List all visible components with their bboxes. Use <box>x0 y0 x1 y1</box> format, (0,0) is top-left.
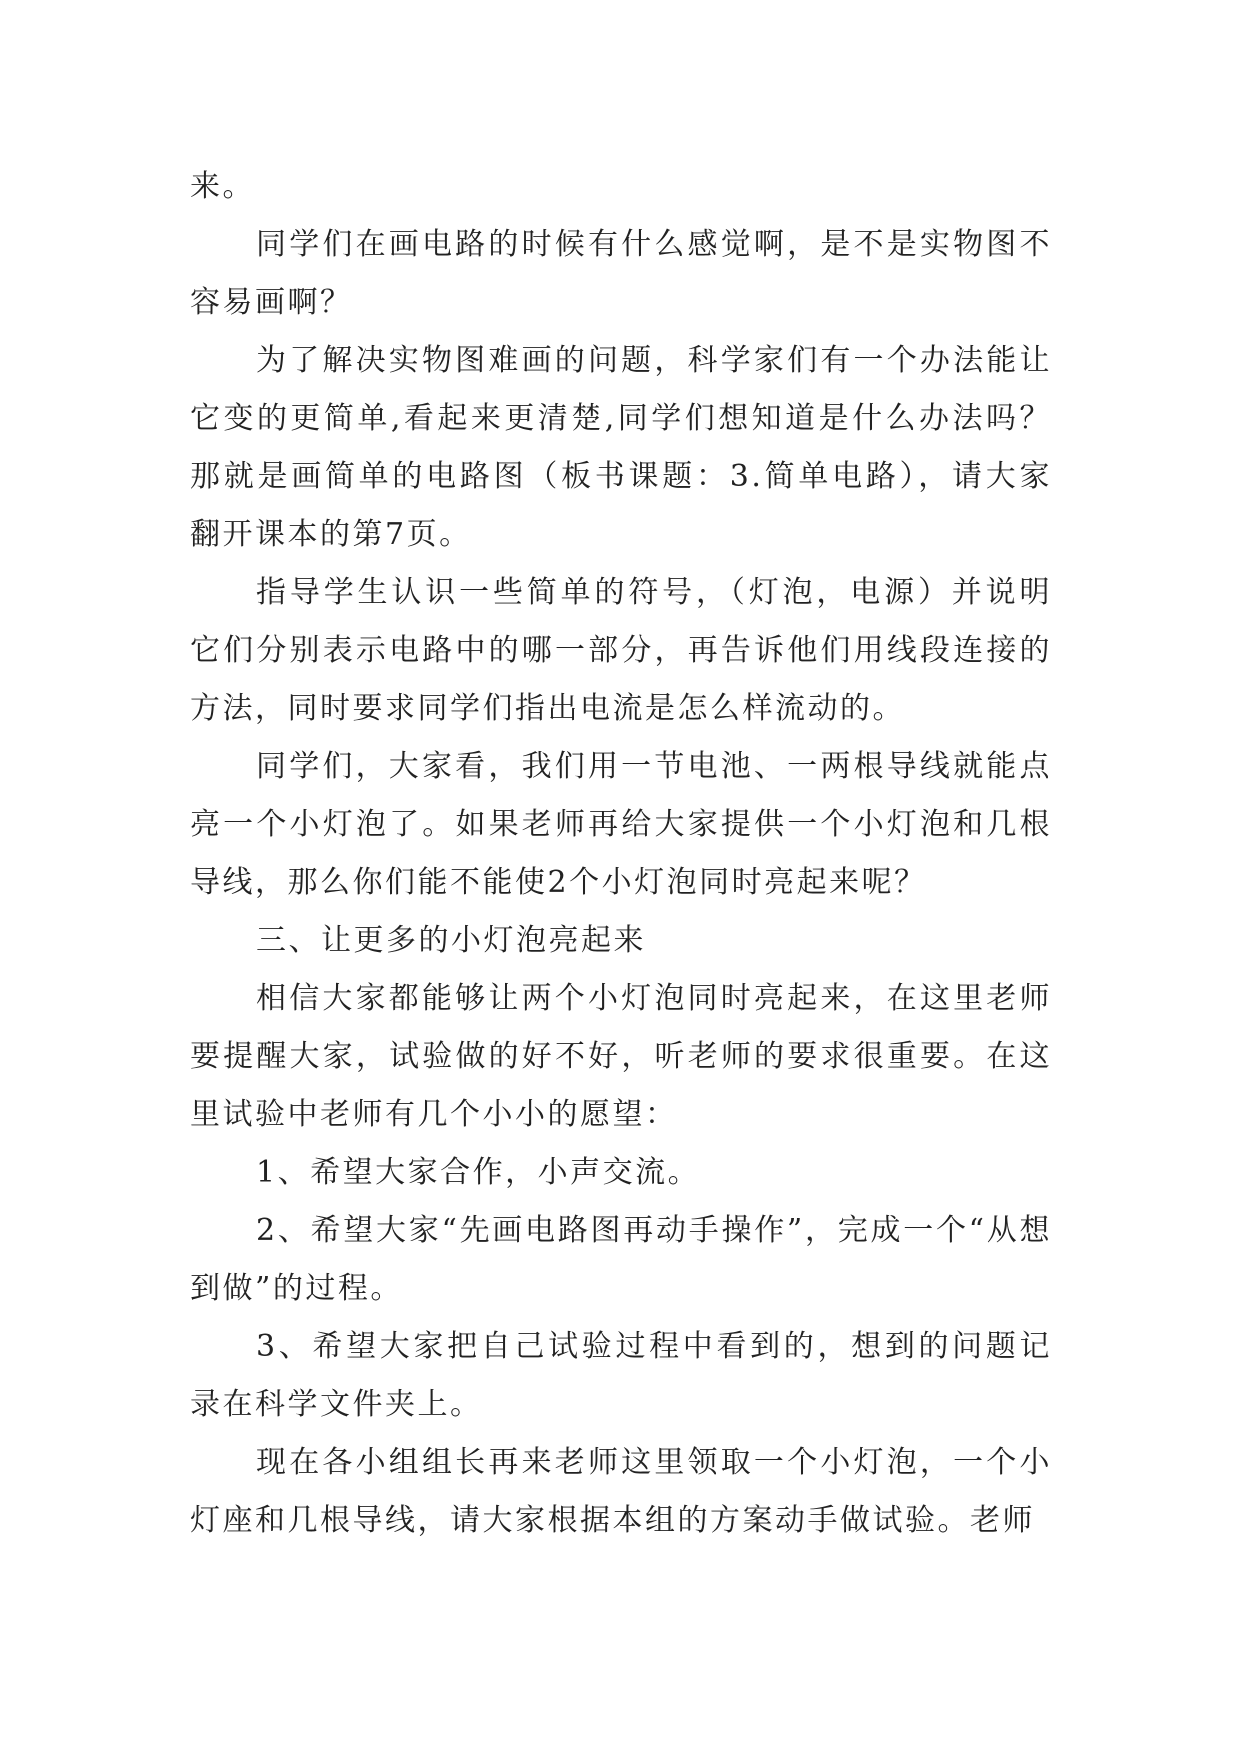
section-heading: 三、让更多的小灯泡亮起来 <box>256 923 646 958</box>
document-body <box>190 158 1052 1550</box>
paragraph-11: 现在各小组组长再来老师这里领取一个小灯泡，一个小灯座和几根导线，请大家根据本组的方案动手做试验。老师 <box>190 1445 1052 1538</box>
paragraph-7: 相信大家都能够让两个小灯泡同时亮起来，在这里老师要提醒大家，试验做的好不好，听老师的要求很重要。在这里试验中老师有几个小小的愿望： <box>190 981 1052 1132</box>
list-item-3: 3、希望大家把自己试验过程中看到的，想到的问题记录在科学文件夹上。 <box>190 1329 1052 1422</box>
paragraph-3: 为了解决实物图难画的问题，科学家们有一个办法能让它变的更简单,看起来更清楚,同学们想知道是什么办法吗？那就是画简单的电路图（板书课题：3.简单电路），请大家翻开课本的第7页。 <box>190 343 1052 552</box>
paragraph-1: 来。 <box>190 169 255 204</box>
list-item-2: 2、希望大家“先画电路图再动手操作”，完成一个“从想到做”的过程。 <box>190 1213 1052 1306</box>
paragraph-5: 同学们，大家看，我们用一节电池、一两根导线就能点亮一个小灯泡了。如果老师再给大家提供一个小灯泡和几根导线，那么你们能不能使2个小灯泡同时亮起来呢？ <box>190 749 1052 900</box>
list-item-1: 1、希望大家合作，小声交流。 <box>256 1155 701 1190</box>
paragraph-2: 同学们在画电路的时候有什么感觉啊，是不是实物图不容易画啊？ <box>190 227 1052 320</box>
paragraph-4: 指导学生认识一些简单的符号，（灯泡，电源）并说明它们分别表示电路中的哪一部分，再告诉他们用线段连接的方法，同时要求同学们指出电流是怎么样流动的。 <box>190 575 1052 726</box>
